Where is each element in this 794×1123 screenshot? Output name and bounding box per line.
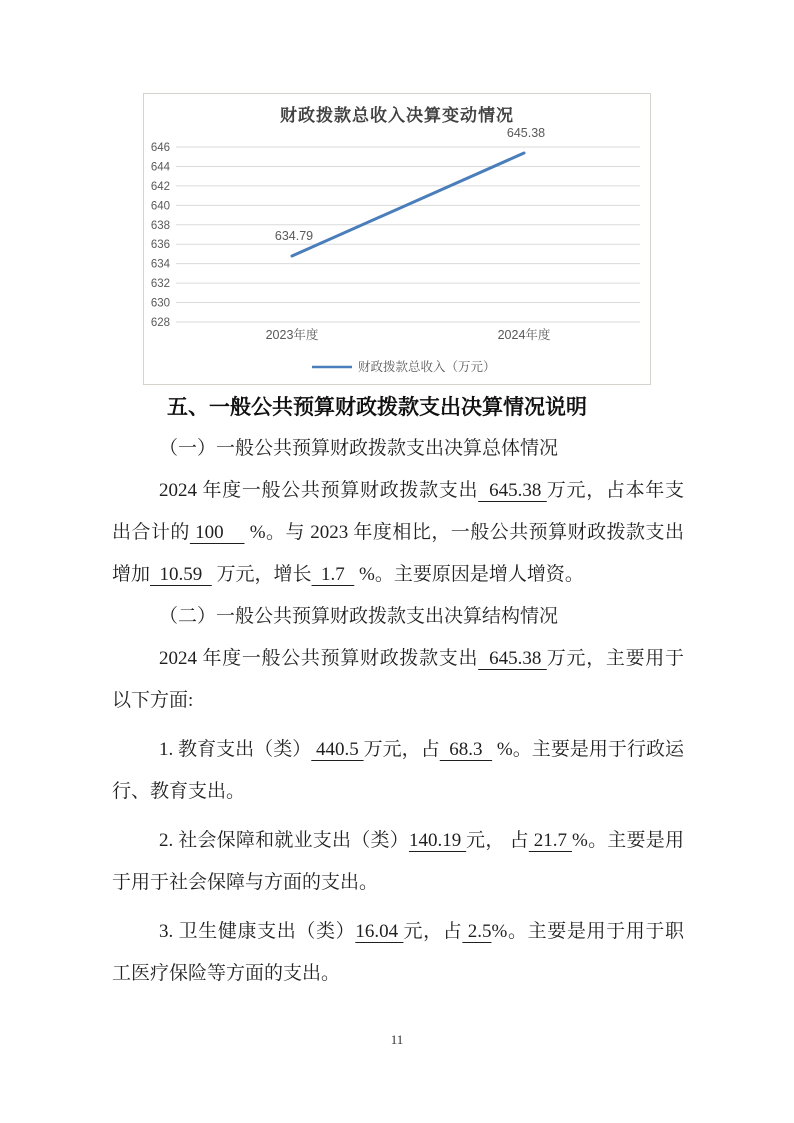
text-run: %。主要原因是增人增资。 (354, 564, 584, 585)
document-body (112, 392, 684, 995)
underlined-value: 100 (189, 522, 245, 543)
underlined-value: 10.59 (150, 564, 212, 585)
text-run: 元，占 (403, 921, 463, 942)
data-point-label: 634.79 (274, 228, 314, 243)
data-point-label: 645.38 (506, 126, 546, 141)
y-tick-label: 630 (150, 297, 170, 310)
underlined-value: 440.5 (311, 739, 364, 760)
text-run: %。主要是用于用于职工医疗保险等方面的支出。 (112, 921, 685, 984)
legend-label: 财政拨款总收入（万元） (358, 360, 496, 374)
y-tick-label: 636 (150, 239, 170, 252)
section-heading: 五、一般公共预算财政拨款支出决算情况说明 (167, 396, 587, 419)
paragraph (112, 470, 684, 596)
paragraph (112, 638, 684, 722)
page-number: 11 (390, 1032, 404, 1047)
text-run: 1. 教育支出（类） (159, 739, 312, 760)
paragraph (112, 911, 684, 995)
y-tick-label: 642 (150, 180, 170, 193)
text-run: 3. 卫生健康支出（类） (159, 921, 356, 942)
text-run: 万元，占 (363, 739, 440, 760)
chart-title: 财政拨款总收入决算变动情况 (280, 106, 514, 125)
y-tick-label: 640 (150, 200, 170, 213)
data-line (292, 153, 524, 256)
underlined-value: 2.5 (462, 921, 492, 942)
text-run: 2024 年度一般公共预算财政拨款支出 (159, 648, 479, 669)
text-run: 万元，增长 (211, 564, 312, 585)
revenue-line-chart (144, 126, 650, 384)
x-tick-label: 2024年度 (497, 328, 551, 342)
text-run: %。主要是用于用于社会保障与方面的支出。 (112, 830, 684, 893)
underlined-value: 68.3 (439, 739, 493, 760)
text-run: 元， 占 (466, 830, 529, 851)
y-tick-label: 634 (150, 258, 170, 271)
underlined-value: 140.19 (408, 830, 467, 851)
paragraph (112, 820, 684, 904)
underlined-value: 16.04 (355, 921, 404, 942)
y-tick-label: 644 (150, 161, 170, 174)
paragraph (112, 729, 684, 813)
paragraph (112, 596, 684, 638)
y-tick-label: 638 (150, 219, 170, 232)
paragraph (112, 428, 684, 470)
text-run: 2. 社会保障和就业支出（类） (159, 830, 409, 851)
y-tick-label: 632 (150, 278, 170, 291)
text-run: 万元，主要用于以下方面: (112, 648, 684, 711)
paragraph-list (112, 428, 684, 995)
text-run: （二）一般公共预算财政拨款支出决算结构情况 (159, 606, 559, 627)
underlined-value: 645.38 (478, 480, 547, 501)
text-run: 2024 年度一般公共预算财政拨款支出 (159, 480, 479, 501)
underlined-value: 21.7 (528, 830, 573, 851)
x-tick-label: 2023年度 (265, 328, 319, 342)
text-run: （一）一般公共预算财政拨款支出决算总体情况 (159, 438, 559, 459)
text-run: %。与 2023 年度相比，一般公共预算财政拨款支出增加 (112, 522, 684, 585)
y-tick-label: 628 (150, 317, 170, 329)
y-tick-label: 646 (150, 142, 170, 154)
underlined-value: 1.7 (311, 564, 355, 585)
chart-panel (143, 93, 651, 385)
underlined-value: 645.38 (478, 648, 547, 669)
text-run: 万元，占本年支出合计的 (112, 480, 684, 543)
text-run: %。主要是用于行政运行、教育支出。 (112, 739, 685, 802)
